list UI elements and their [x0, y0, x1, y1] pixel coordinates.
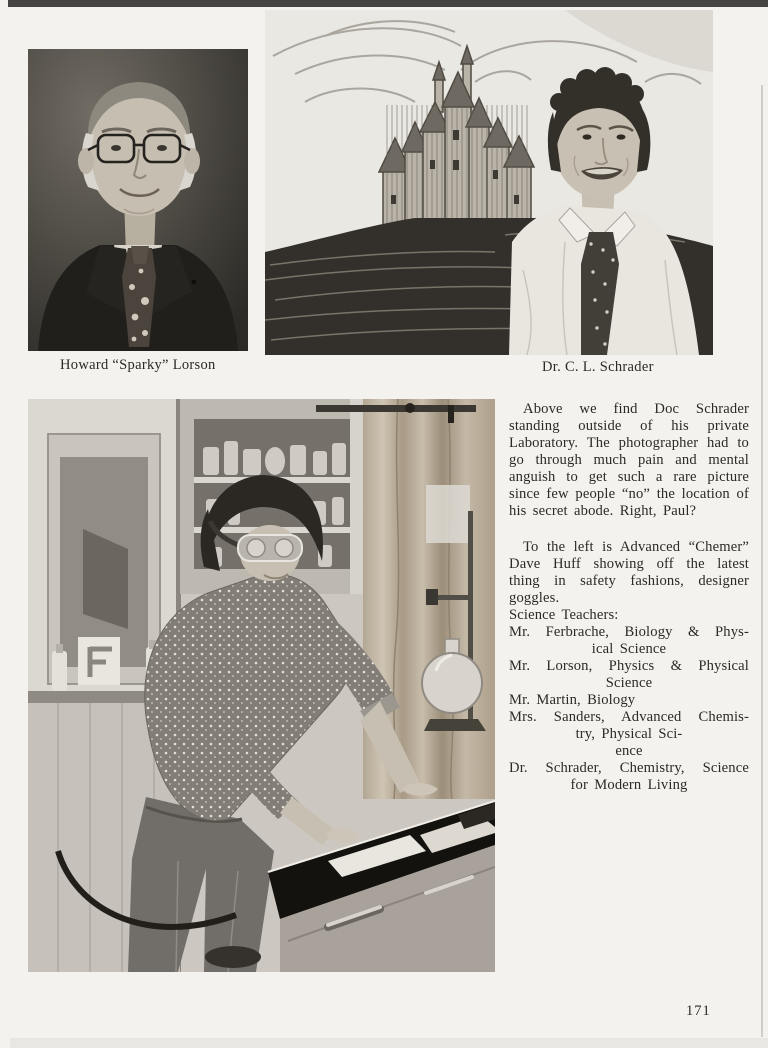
- paragraph-huff: To the left is Advanced “Chemer” Dave Huff showing off the latest thing in safety fashions, designer goggles.: [509, 539, 749, 606]
- schrader-castle-illustration: [265, 10, 713, 355]
- teacher-entry: [509, 760, 749, 794]
- lorson-portrait-illustration: [28, 49, 248, 351]
- teacher-line: ical Science: [591, 641, 667, 657]
- teacher-entry: [509, 692, 749, 709]
- teacher-line: Mr. Lorson, Physics & Physical: [509, 658, 749, 674]
- teacher-line: Dr. Schrader, Chemistry, Science: [509, 760, 749, 776]
- teacher-line: Mr. Martin, Biology: [509, 692, 636, 708]
- article-text-column: [509, 401, 749, 794]
- schrader-castle-photo: [265, 10, 713, 355]
- bottom-edge-bar: [10, 1038, 768, 1048]
- lab-student-photo: [28, 399, 495, 972]
- teacher-line: Mr. Ferbrache, Biology & Phys-: [509, 624, 749, 640]
- page-edge-line: [761, 85, 763, 1037]
- page-number: 171: [686, 1003, 711, 1019]
- teacher-entry: [509, 624, 749, 658]
- lorson-caption: Howard “Sparky” Lorson: [60, 357, 216, 373]
- teacher-entry: [509, 658, 749, 692]
- lab-student-illustration: [28, 399, 495, 972]
- teacher-line: Mrs. Sanders, Advanced Chemis-: [509, 709, 749, 725]
- teacher-line: try, Physical Sci-: [575, 726, 683, 742]
- teacher-line: Science: [605, 675, 653, 691]
- teacher-line: for Modern Living: [570, 777, 688, 793]
- teacher-line: ence: [615, 743, 643, 759]
- teacher-entry: [509, 709, 749, 760]
- lorson-portrait-photo: [28, 49, 248, 351]
- schrader-caption: Dr. C. L. Schrader: [542, 359, 654, 375]
- top-edge-bar: [8, 0, 768, 7]
- paragraph-schrader: Above we find Doc Schrader standing outside of his private Laboratory. The photographer had to go through much pain and mental anguish to get such a rare picture since few people “no” the location of his secret abode. Right, Paul?: [509, 401, 749, 519]
- science-teachers-list: [509, 624, 749, 794]
- science-teachers-heading: Science Teachers:: [509, 607, 619, 623]
